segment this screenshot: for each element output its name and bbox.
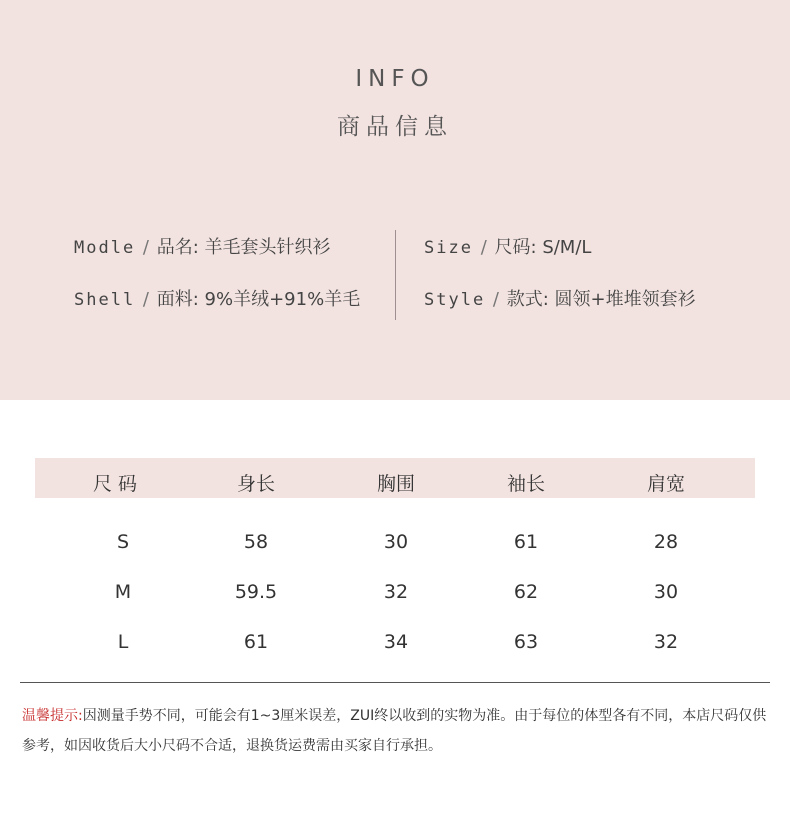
spec-shell (74, 285, 360, 311)
notice-text: 因测量手势不同，可能会有1~3厘米误差，ZUI终以收到的实物为准。由于每位的体型各有不同，本店尺码仅供参考，如因收货后大小尺码不合适，退换货运费需由买家自行承担。 (22, 708, 767, 754)
table-cell: M (114, 581, 132, 603)
spec-size-label: 尺码: (494, 237, 537, 258)
spec-style-label: 款式: (506, 289, 549, 310)
spec-shell-label: 面料: (156, 289, 199, 310)
header-chest: 胸围 (376, 473, 415, 495)
info-subtitle: 商品信息 (337, 114, 453, 140)
spec-shell-value: 9%羊绒+91%羊毛 (204, 289, 361, 310)
info-panel (0, 0, 790, 400)
table-cell: 30 (383, 531, 409, 553)
header-length: 身长 (236, 473, 275, 495)
spec-style-sep: / (492, 289, 499, 310)
spec-size-en: Size (424, 238, 473, 258)
table-cell: 62 (513, 581, 539, 603)
spec-model-value: 羊毛套头针织衫 (204, 237, 331, 258)
notice (22, 701, 772, 761)
spec-model-label: 品名: (156, 237, 199, 258)
spec-model-sep: / (142, 237, 149, 258)
info-title: INFO (355, 66, 435, 92)
table-cell: 59.5 (234, 581, 278, 603)
table-cell: 61 (243, 631, 269, 653)
table-cell: 32 (383, 581, 409, 603)
table-cell: 28 (653, 531, 679, 553)
spec-style (424, 285, 696, 311)
spec-divider (395, 230, 396, 320)
spec-size (424, 233, 591, 259)
table-cell: 34 (383, 631, 409, 653)
spec-size-sep: / (480, 237, 487, 258)
table-cell: 63 (513, 631, 539, 653)
header-size: 尺 码 (92, 473, 138, 495)
header-sleeve: 袖长 (506, 473, 545, 495)
spec-model (74, 233, 331, 259)
table-cell: 61 (513, 531, 539, 553)
notice-divider (20, 682, 770, 683)
spec-model-en: Modle (74, 238, 136, 258)
table-cell: L (117, 631, 129, 653)
table-cell: 58 (243, 531, 269, 553)
header-shoulder: 肩宽 (646, 473, 685, 495)
spec-style-en: Style (424, 290, 486, 310)
spec-size-value: S/M/L (542, 237, 592, 258)
spec-shell-sep: / (142, 289, 149, 310)
table-cell: 30 (653, 581, 679, 603)
spec-style-value: 圆领+堆堆领套衫 (554, 289, 696, 310)
table-cell: S (116, 531, 130, 553)
notice-label: 温馨提示: (22, 708, 83, 724)
spec-shell-en: Shell (74, 290, 136, 310)
table-cell: 32 (653, 631, 679, 653)
